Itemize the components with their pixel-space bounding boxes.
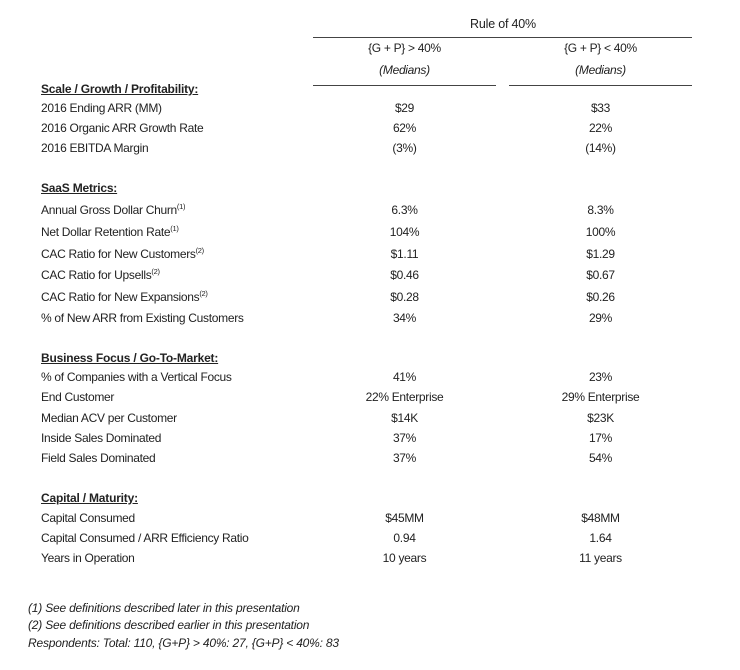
row-label: % of New ARR from Existing Customers [41, 311, 244, 325]
row-value-b: $48MM [581, 511, 620, 525]
row-label: 2016 Organic ARR Growth Rate [41, 121, 204, 135]
row-label: % of Companies with a Vertical Focus [41, 370, 232, 384]
footnote-ref: (1) [176, 202, 186, 211]
row-label: Capital Consumed [41, 511, 135, 525]
row-label: CAC Ratio for New Customers$^{(2)}$ [41, 246, 204, 261]
row-value-a: $0.46 [390, 268, 419, 282]
row-label: 2016 Ending ARR (MM) [41, 101, 162, 115]
row-value-b: (14%) [585, 141, 616, 155]
row-value-a: 34% [392, 311, 417, 325]
header-divider [313, 37, 692, 38]
row-value-a: 37% [392, 431, 417, 445]
row-value-a: 62% [392, 121, 417, 135]
col-b-underline [509, 85, 692, 86]
row-value-a: 104% [389, 225, 420, 239]
row-value-b: 29% Enterprise [561, 390, 640, 404]
col-a-subtitle: (Medians) [379, 63, 430, 77]
row-value-a: 6.3% [391, 203, 418, 217]
row-value-b: 22% [588, 121, 613, 135]
row-value-b: $0.67 [586, 268, 615, 282]
row-label: Median ACV per Customer [41, 411, 177, 425]
row-value-a: 37% [392, 451, 417, 465]
row-value-b: $33 [590, 101, 611, 115]
respondents-note: Respondents: Total: 110, {G+P} > 40%: 27, {G+P} < 40%: 83 [28, 636, 339, 650]
section-title-capital: Capital / Maturity: [41, 491, 138, 505]
footnote-ref: (2) [151, 267, 160, 276]
rule-of-40-title: Rule of 40% [470, 17, 536, 31]
row-value-b: $1.29 [586, 247, 615, 261]
section-title-saas: SaaS Metrics: [41, 181, 118, 195]
footnote-ref: (2) [199, 289, 208, 298]
row-value-a: 22% Enterprise [365, 390, 444, 404]
row-value-a: $14K [391, 411, 418, 425]
row-label: CAC Ratio for New Expansions$^{(2)}$ [41, 289, 208, 304]
row-value-b: $23K [587, 411, 614, 425]
row-value-b: 11 years [579, 551, 622, 565]
row-label: Annual Gross Dollar Churn$^{(1)}$ [41, 202, 186, 217]
row-value-a: 0.94 [393, 531, 416, 545]
footnote-ref: (2) [195, 246, 204, 255]
row-value-a: 10 years [382, 551, 427, 565]
row-label: Capital Consumed / ARR Efficiency Ratio [41, 531, 249, 545]
row-label: Inside Sales Dominated [41, 431, 162, 445]
row-value-b: 54% [588, 451, 613, 465]
row-value-b: $0.26 [586, 290, 615, 304]
footnote-2: (2) See definitions described earlier in this presentation [28, 618, 310, 632]
row-value-b: 17% [588, 431, 613, 445]
row-value-b: 8.3% [587, 203, 614, 217]
col-b-subtitle: (Medians) [575, 63, 626, 77]
row-value-a: $1.11 [390, 247, 419, 261]
row-label: Years in Operation [41, 551, 135, 565]
row-label: End Customer [41, 390, 115, 404]
col-b-title: {G + P} < 40% [564, 41, 637, 55]
row-label: Net Dollar Retention Rate$^{(1)}$ [41, 224, 179, 239]
section-title-scale: Scale / Growth / Profitability: [41, 82, 199, 96]
col-a-title: {G + P} > 40% [368, 41, 441, 55]
section-title-business: Business Focus / Go-To-Market: [41, 351, 219, 365]
col-a-underline [313, 85, 496, 86]
row-label: 2016 EBITDA Margin [41, 141, 149, 155]
row-value-a: (3%) [392, 141, 417, 155]
row-value-a: $0.28 [390, 290, 419, 304]
row-value-a: $45MM [385, 511, 424, 525]
footnote-1: (1) See definitions described later in this presentation [28, 601, 300, 615]
row-value-b: 23% [588, 370, 613, 384]
footnote-ref: (1) [170, 224, 179, 233]
row-value-b: 1.64 [589, 531, 612, 545]
row-label: CAC Ratio for Upsells$^{(2)}$ [41, 267, 160, 282]
row-value-b: 100% [585, 225, 616, 239]
row-value-b: 29% [588, 311, 613, 325]
row-value-a: 41% [392, 370, 417, 384]
row-label: Field Sales Dominated [41, 451, 156, 465]
row-value-a: $29 [394, 101, 415, 115]
